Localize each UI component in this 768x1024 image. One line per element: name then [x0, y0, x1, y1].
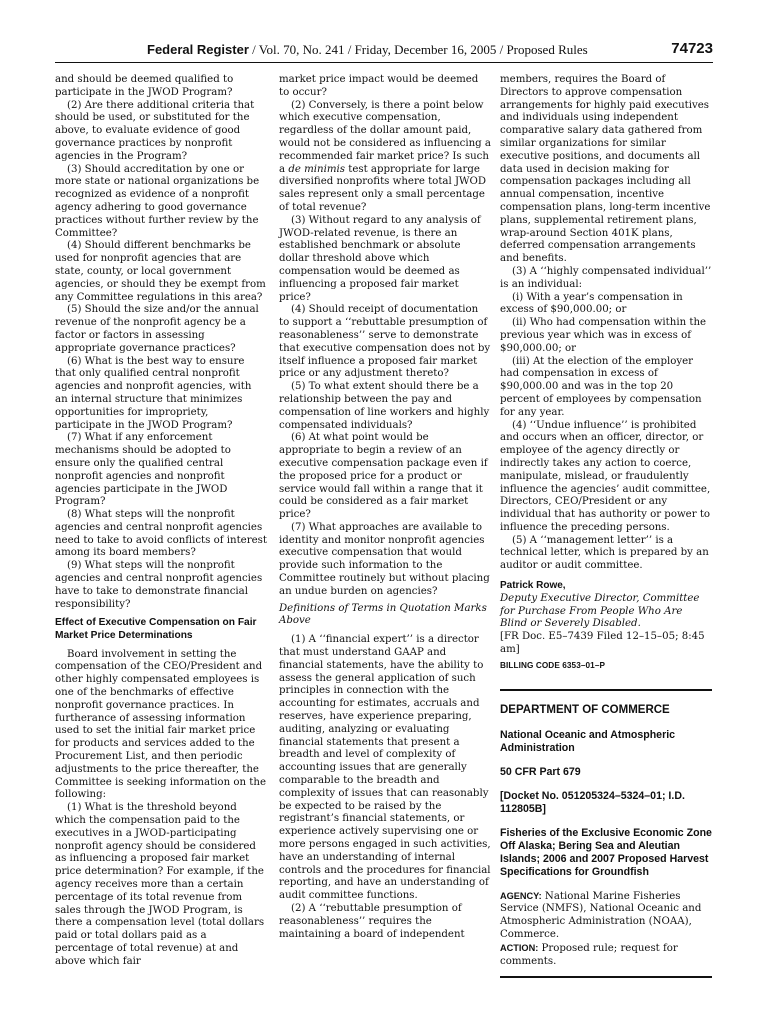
action-text: Proposed rule; request for comments.	[500, 942, 678, 967]
definitions-heading: Definitions of Terms in Quotation Marks Above	[279, 602, 487, 627]
definition: (1) A ‘‘financial expert’’ is a director that must understand GAAP and financial statements, have the ability to assess the general application of such principles in connection with the accounting for estimates, accruals and reserves, have experience preparing, auditing, analyzing or evaluating financial statements that present a breadth and level of complexity of accounting issues that are generally comparable to the breadth and complexity of issues that can reasonably be expected to be raised by the registrant’s financial statements, or experience actively supervising one or more persons engaged in such activities, have an understanding of internal controls and the procedures for financial reporting, and have an understanding of audit committee functions.	[279, 634, 491, 902]
docket-number: [Docket No. 051205324–5324–01; I.D. 112805B]	[500, 789, 685, 815]
latin-term: de minimis	[288, 163, 345, 175]
paragraph: (2) Are there additional criteria that should be used, or substituted for the above, to evaluate evidence of good governance practices by nonprofit agencies in the Program?	[55, 99, 255, 162]
paragraph: (4) Should different benchmarks be used for nonprofit agencies that are state, county, or local government agencies, or should they be exempt from any Committee regulations in this area?	[55, 240, 266, 303]
page-header	[55, 40, 713, 63]
paragraph	[279, 100, 491, 215]
paragraph: (6) What is the best way to ensure that only qualified central nonprofit agencies and nonprofit agencies, with an internal structure that minimizes opportunities for impropriety, participate in the JWOD Program?	[55, 355, 252, 431]
publication-name: Federal Register	[147, 42, 249, 57]
page-number: 74723	[671, 40, 713, 57]
definition: (3) A ‘‘highly compensated individual’’ is an individual:	[500, 265, 712, 290]
cfr-part: 50 CFR Part 679	[500, 765, 581, 778]
agency-heading: National Oceanic and Atmospheric Administration	[500, 728, 676, 754]
paragraph: (3) Without regard to any analysis of JWOD-related revenue, is there an established benchmark or absolute dollar threshold above which compensation would be deemed as influencing a proposed fair market price?	[279, 214, 481, 303]
paragraph: (3) Should accreditation by one or more state or national organizations be recognized as evidence of a nonprofit agency adhering to good governance practices without further review by the Committee?	[55, 163, 260, 239]
section-divider	[500, 976, 712, 978]
paragraph: (7) What approaches are available to identity and monitor nonprofit agencies executive compensation that would provide such information to the Committee routinely but without placing an undue burden on agencies?	[279, 521, 490, 597]
signer-name: Patrick Rowe,	[500, 580, 566, 592]
action-line	[500, 942, 712, 969]
paragraph: (7) What if any enforcement mechanisms should be adopted to ensure only the qualified central nonprofit agencies and nonprofit agencies participate in the JWOD Program?	[55, 432, 231, 508]
paragraph: (6) At what point would be appropriate to begin a review of an executive compensation package even if the proposed price for a product or service would fall within a range that it could be considered as a fair market price?	[279, 432, 488, 521]
section-divider	[500, 689, 712, 691]
billing-code: BILLING CODE 6353–01–P	[500, 660, 606, 670]
agency-line	[500, 890, 712, 942]
signer-title: Deputy Executive Director, Committee for Purchase From People Who Are Blind or Severely Disabled.	[500, 592, 700, 630]
definition-item: (ii) Who had compensation within the previous year which was in excess of $90,000.00; or	[500, 317, 707, 354]
paragraph: (1) What is the threshold beyond which the compensation paid to the executives in a JWOD-participating nonprofit agency should be considered as influencing a proposed fair market price determination? For example, if the agency receives more than a certain percentage of its total revenue from sales through the JWOD Program, is there a compensation level (total dollars paid or total dollars paid as a percentage of total revenue) at and above which fair	[55, 802, 265, 967]
department-heading: DEPARTMENT OF COMMERCE	[500, 703, 670, 716]
paragraph: (4) Should receipt of documentation to support a ‘‘rebuttable presumption of reasonableness’’ serve to demonstrate that executive compensation does not by itself influence a proposed fair market price or any adjustment thereto?	[279, 304, 491, 380]
definition: (5) A ‘‘management letter’’ is a technical letter, which is prepared by an auditor or audit committee.	[500, 534, 709, 572]
rule-title: Fisheries of the Exclusive Economic Zone Off Alaska; Bering Sea and Aleutian Islands; 2006 and 2007 Proposed Harvest Specifications for Groundfish	[500, 826, 712, 878]
paragraph-text: test appropriate for large diversified nonprofits where total JWOD sales represent only a small percentage of total revenue?	[279, 163, 487, 213]
action-label: ACTION:	[500, 942, 539, 953]
paragraph: (9) What steps will the nonprofit agencies and central nonprofit agencies have to take to demonstrate financial responsibility?	[55, 560, 263, 610]
column-2	[279, 74, 491, 941]
column-3	[500, 74, 712, 978]
paragraph: and should be deemed qualified to participate in the JWOD Program?	[55, 74, 234, 98]
agency-text: National Marine Fisheries Service (NMFS), National Oceanic and Atmospheric Administration (NOAA), Commerce.	[500, 890, 702, 941]
paragraph: (8) What steps will the nonprofit agencies and central nonprofit agencies need to take to avoid conflicts of interest among its board members?	[55, 509, 267, 559]
fr-doc-line: [FR Doc. E5–7439 Filed 12–15–05; 8:45 am]	[500, 631, 705, 656]
issue-details: / Vol. 70, No. 241 / Friday, December 16, 2005 / Proposed Rules	[248, 42, 588, 57]
paragraph: (5) Should the size and/or the annual revenue of the nonprofit agency be a factor or factors in assessing appropriate governance practices?	[55, 304, 259, 354]
running-head	[147, 42, 588, 58]
paragraph: Board involvement in setting the compensation of the CEO/President and other highly compensated employees is one of the benchmarks of effective nonprofit governance practices. In furtherance of assessing information used to set the initial fair market price for products and services added to the Procurement List, and then periodic adjustments to the price thereafter, the Committee is seeking information on the following:	[55, 648, 266, 801]
paragraph: market price impact would be deemed to occur?	[279, 74, 479, 98]
paragraph: members, requires the Board of Directors to approve compensation arrangements for highly paid executives and individuals using independent comparative salary data gathered from similar organizations for similar executive positions, and documents all data used in decision making for compensation packages including all annual compensation, incentive compensation plans, long-term incentive plans, supplemental retirement plans, wrap-around Section 401K plans, deferred compensation arrangements and benefits.	[500, 74, 711, 265]
agency-label: AGENCY:	[500, 890, 542, 901]
section-heading: Effect of Executive Compensation on Fair Market Price Determinations	[55, 617, 257, 642]
paragraph: (5) To what extent should there be a relationship between the pay and compensation of line workers and highly compensated individuals?	[279, 381, 490, 431]
definition-item: (i) With a year’s compensation in excess of $90,000.00; or	[500, 291, 683, 316]
definition: (2) A ‘‘rebuttable presumption of reasonableness’’ requires the maintaining a board of independent	[279, 903, 465, 940]
definition-item: (iii) At the election of the employer had compensation in excess of $90,000.00 and was in the top 20 percent of employees by compensation for any year.	[500, 355, 702, 418]
paragraph-text: (2) Conversely, is there a point below which executive compensation, regardless of the dollar amount paid, would not be considered as influencing a recommended fair market price? Is such a	[279, 99, 492, 175]
definition: (4) ‘‘Undue influence’’ is prohibited and occurs when an officer, director, or employee of the agency directly or indirectly takes any action to coerce, manipulate, mislead, or fraudulently influence the agencies’ audit committee, Directors, CEO/President or any individual that has authority or power to influence the preceding persons.	[500, 419, 711, 533]
column-1	[55, 74, 267, 969]
